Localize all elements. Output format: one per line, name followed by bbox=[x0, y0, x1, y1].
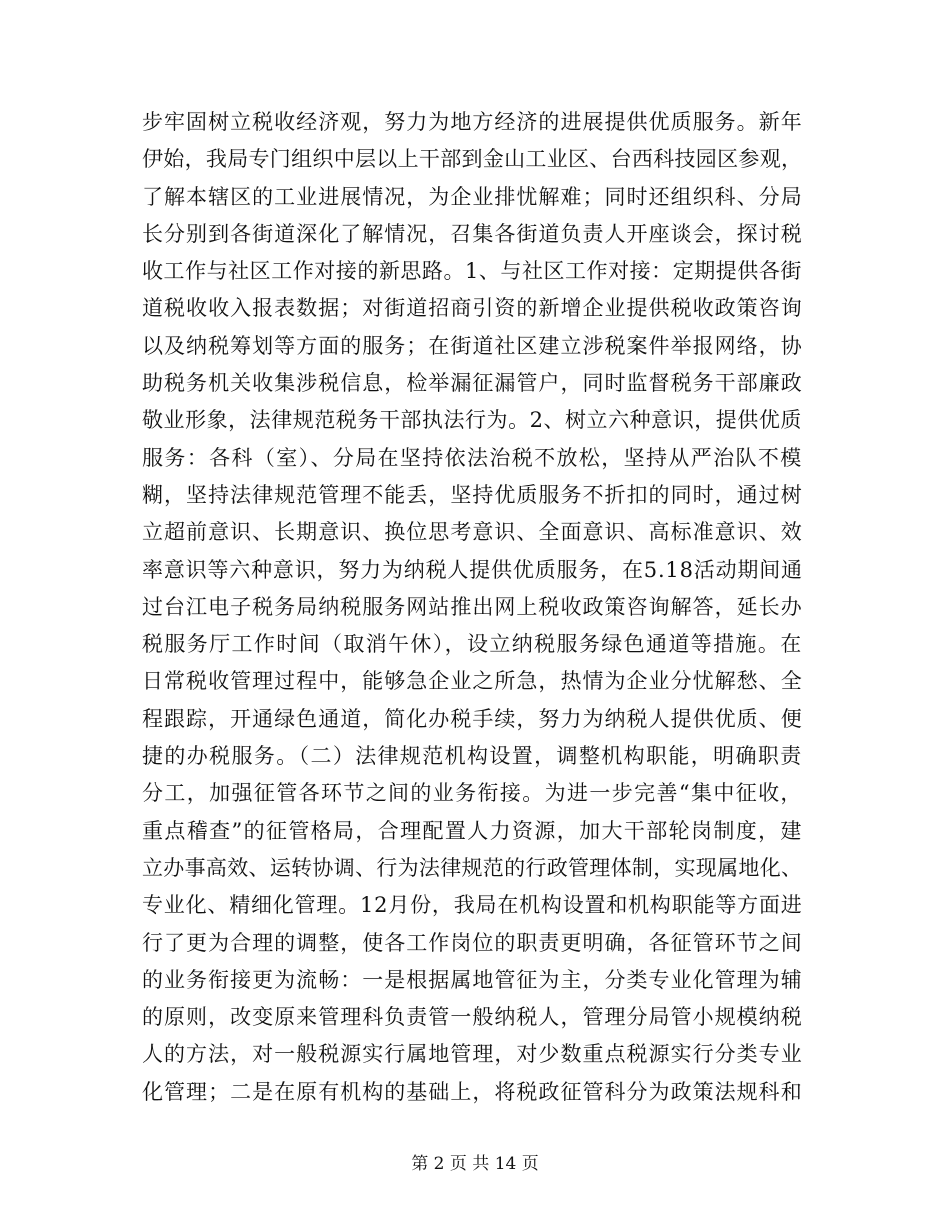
text-line: 捷的办税服务。（二）法律规范机构设置，调整机构职能，明确职责 bbox=[142, 744, 803, 769]
text-line: 程跟踪，开通绿色通道，简化办税手续，努力为纳税人提供优质、便 bbox=[142, 706, 803, 731]
text-line: 敬业形象，法律规范税务干部执法行为。2、树立六种意识，提供优质 bbox=[142, 408, 802, 433]
text-line: 伊始，我局专门组织中层以上干部到金山工业区、台西科技园区参观， bbox=[142, 147, 803, 172]
text-line: 行了更为合理的调整，使各工作岗位的职责更明确，各征管环节之间 bbox=[142, 930, 803, 955]
text-line: 税服务厅工作时间（取消午休），设立纳税服务绿色通道等措施。在 bbox=[142, 632, 803, 657]
text-line: 了解本辖区的工业进展情况，为企业排忧解难；同时还组织科、分局 bbox=[142, 184, 803, 209]
text-line: 长分别到各街道深化了解情况，召集各街道负责人开座谈会，探讨税 bbox=[142, 221, 803, 246]
text-line: 以及纳税筹划等方面的服务；在街道社区建立涉税案件举报网络，协 bbox=[142, 333, 803, 358]
text-line: 道税收收入报表数据；对街道招商引资的新增企业提供税收政策咨询 bbox=[142, 296, 803, 321]
text-line: 专业化、精细化管理。12月份，我局在机构设置和机构职能等方面进 bbox=[142, 893, 803, 918]
text-line: 立超前意识、长期意识、换位思考意识、全面意识、高标准意识、效 bbox=[142, 520, 803, 545]
text-line: 收工作与社区工作对接的新思路。1、与社区工作对接：定期提供各街 bbox=[142, 259, 802, 284]
text-line: 服务：各科（室）、分局在坚持依法治税不放松，坚持从严治队不模 bbox=[142, 445, 803, 470]
text-line: 化管理；二是在原有机构的基础上，将税政征管科分为政策法规科和 bbox=[142, 1079, 803, 1104]
body-text bbox=[142, 104, 802, 1111]
text-line: 糊，坚持法律规范管理不能丢，坚持优质服务不折扣的同时，通过树 bbox=[142, 482, 803, 507]
page-footer: 第 2 页 共 14 页 bbox=[411, 1154, 539, 1174]
text-line: 的业务衔接更为流畅：一是根据属地管征为主，分类专业化管理为辅 bbox=[142, 967, 803, 992]
text-line: 步牢固树立税收经济观，努力为地方经济的进展提供优质服务。新年 bbox=[142, 110, 803, 134]
text-line: 的原则，改变原来管理科负责管一般纳税人，管理分局管小规模纳税 bbox=[142, 1005, 803, 1030]
text-line: 助税务机关收集涉税信息，检举漏征漏管户，同时监督税务干部廉政 bbox=[142, 371, 803, 396]
text-line: 过台江电子税务局纳税服务网站推出网上税收政策咨询解答，延长办 bbox=[142, 594, 803, 619]
text-line: 重点稽查”的征管格局，合理配置人力资源，加大干部轮岗制度，建 bbox=[142, 818, 803, 843]
text-line: 立办事高效、运转协调、行为法律规范的行政管理体制，实现属地化、 bbox=[142, 855, 803, 880]
text-line: 人的方法，对一般税源实行属地管理，对少数重点税源实行分类专业 bbox=[142, 1042, 803, 1067]
text-line: 率意识等六种意识，努力为纳税人提供优质服务，在5.18活动期间通 bbox=[142, 557, 803, 582]
text-line: 日常税收管理过程中，能够急企业之所急，热情为企业分忧解愁、全 bbox=[142, 669, 803, 694]
text-line: 分工，加强征管各环节之间的业务衔接。为进一步完善“集中征收， bbox=[142, 781, 803, 806]
